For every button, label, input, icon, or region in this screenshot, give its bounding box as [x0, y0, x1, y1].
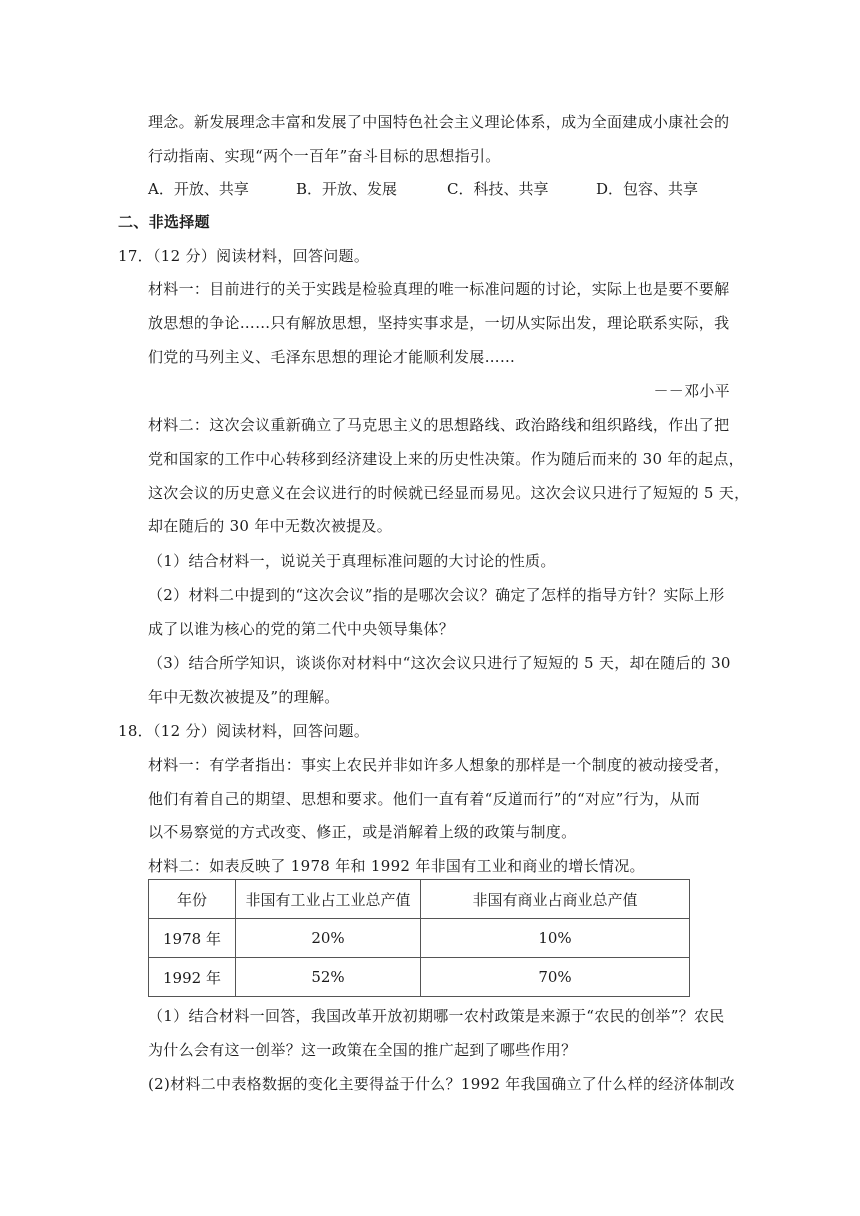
q16-choice-d: D．包容、共享	[596, 180, 699, 198]
table-cell: 10%	[421, 919, 690, 958]
q17-material1-line-3: 们党的马列主义、毛泽东思想的理论才能顺利发展……	[148, 348, 516, 366]
q18-question-1-line-2: 为什么会有这一创举？这一政策在全国的推广起到了哪些作用？	[148, 1041, 577, 1059]
table-cell: 20%	[236, 919, 421, 958]
q18-material1-line-1: 材料一：有学者指出：事实上农民并非如许多人想象的那样是一个制度的被动接受者，	[148, 756, 730, 774]
q18-header: 18．（12 分）阅读材料，回答问题。	[118, 722, 370, 740]
q17-material2-line-3: 这次会议的历史意义在会议进行的时候就已经显而易见。这次会议只进行了短短的 5 天，	[148, 484, 750, 502]
table-row	[149, 958, 690, 997]
growth-table	[148, 879, 690, 997]
q16-continuation-line-1: 理念。新发展理念丰富和发展了中国特色社会主义理论体系，成为全面建成小康社会的	[148, 113, 730, 131]
q18-question-2-line-1: (2)材料二中表格数据的变化主要得益于什么？1992 年我国确立了什么样的经济体制改	[148, 1075, 735, 1093]
table-header-row	[149, 880, 690, 919]
table-cell: 52%	[236, 958, 421, 997]
q17-material2-line-2: 党和国家的工作中心转移到经济建设上来的历史性决策。作为随后而来的 30 年的起点，	[148, 450, 744, 468]
q17-header: 17．（12 分）阅读材料，回答问题。	[118, 247, 370, 265]
table-cell: 1978 年	[149, 919, 236, 958]
section-title: 二、非选择题	[118, 213, 210, 231]
q18-material1-line-3: 以不易察觉的方式改变、修正，或是消解着上级的政策与制度。	[148, 823, 577, 841]
q16-continuation-line-2: 行动指南、实现“两个一百年”奋斗目标的思想指引。	[148, 147, 501, 165]
q16-choice-b: B．开放、发展	[296, 180, 398, 198]
table-header-year: 年份	[149, 880, 236, 919]
q17-question-1: （1）结合材料一，说说关于真理标准问题的大讨论的性质。	[148, 552, 556, 570]
table-row	[149, 919, 690, 958]
q17-attribution: －－邓小平	[653, 382, 730, 400]
q17-material2-line-4: 却在随后的 30 年中无数次被提及。	[148, 517, 393, 535]
q18-material1-line-2: 他们有着自己的期望、思想和要求。他们一直有着“反道而行”的“对应”行为，从而	[148, 790, 701, 808]
q17-question-3-line-1: （3）结合所学知识，谈谈你对材料中“这次会议只进行了短短的 5 天，却在随后的 30	[148, 654, 731, 672]
q17-material1-line-2: 放思想的争论……只有解放思想，坚持实事求是，一切从实际出发，理论联系实际，我	[148, 314, 730, 332]
q17-question-2-line-2: 成了以谁为核心的党的第二代中央领导集体？	[148, 620, 455, 638]
q17-material1-line-1: 材料一：目前进行的关于实践是检验真理的唯一标准问题的讨论，实际上也是要不要解	[148, 280, 730, 298]
q17-material2-line-1: 材料二：这次会议重新确立了马克思主义的思想路线、政治路线和组织路线，作出了把	[148, 416, 730, 434]
table-cell: 1992 年	[149, 958, 236, 997]
table-header-commerce: 非国有商业占商业总产值	[421, 880, 690, 919]
table-cell: 70%	[421, 958, 690, 997]
q17-question-3-line-2: 年中无数次被提及”的理解。	[148, 688, 340, 706]
q18-material2-intro: 材料二：如表反映了 1978 年和 1992 年非国有工业和商业的增长情况。	[148, 857, 645, 875]
table-header-industry: 非国有工业占工业总产值	[236, 880, 421, 919]
q16-choice-c: C．科技、共享	[447, 180, 549, 198]
q16-choice-a: A．开放、共享	[148, 180, 249, 198]
q17-question-2-line-1: （2）材料二中提到的“这次会议”指的是哪次会议？确定了怎样的指导方针？实际上形	[148, 586, 725, 604]
q18-question-1-line-1: （1）结合材料一回答，我国改革开放初期哪一农村政策是来源于“农民的创举”？农民	[148, 1007, 725, 1025]
